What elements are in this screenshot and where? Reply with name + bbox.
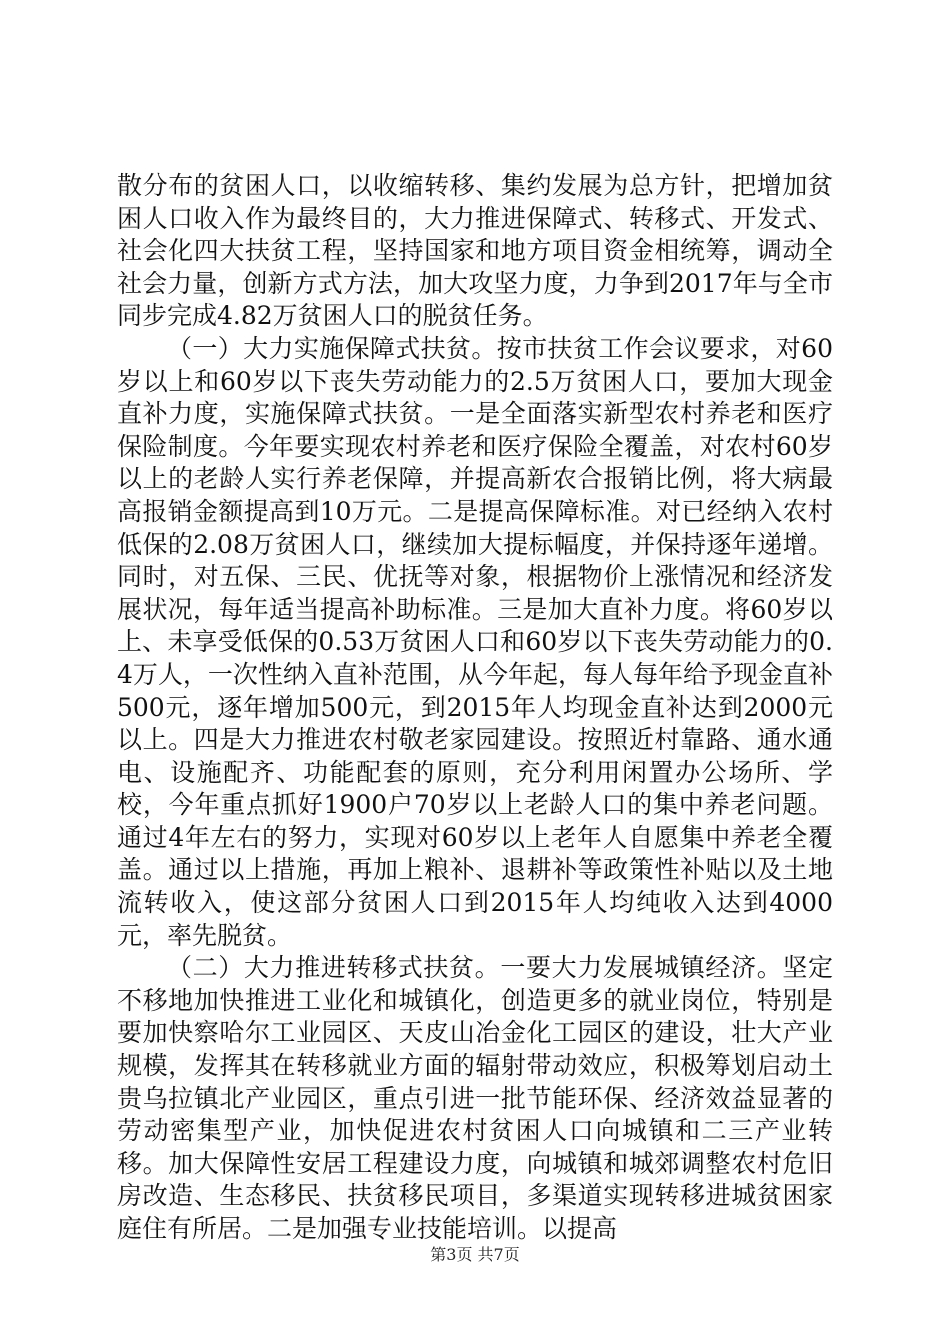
paragraph-1: 散分布的贫困人口，以收缩转移、集约发展为总方针，把增加贫困人口收入作为最终目的，大力推进保障式、转移式、开发式、社会化四大扶贫工程，坚持国家和地方项目资金相统筹，调动全社会力量，创新方式方法，加大攻坚力度，力争到2017年与全市同步完成4.82万贫困人口的脱贫任务。: [117, 171, 833, 331]
paragraph-2: （一）大力实施保障式扶贫。按市扶贫工作会议要求，对60岁以上和60岁以下丧失劳动能力的2.5万贫困人口，要加大现金直补力度，实施保障式扶贫。一是全面落实新型农村养老和医疗保险制度。今年要实现农村养老和医疗保险全覆盖，对农村60岁以上的老龄人实行养老保障，并提高新农合报销比例，将大病最高报销金额提高到10万元。二是提高保障标准。对已经纳入农村低保的2.08万贫困人口，继续加大提标幅度，并保持逐年递增。同时，对五保、三民、优抚等对象，根据物价上涨情况和经济发展状况，每年适当提高补助标准。三是加大直补力度。将60岁以上、未享受低保的0.53万贫困人口和60岁以下丧失劳动能力的0.4万人，一次性纳入直补范围，从今年起，每人每年给予现金直补500元，逐年增加500元，到2015年人均现金直补达到2000元以上。四是大力推进农村敬老家园建设。按照近村靠路、通水通电、设施配齐、功能配套的原则，充分利用闲置办公场所、学校，今年重点抓好1900户70岁以上老龄人口的集中养老问题。通过4年左右的努力，实现对60岁以上老年人自愿集中养老全覆盖。通过以上措施，再加上粮补、退耕补等政策性补贴以及土地流转收入，使这部分贫困人口到2015年人均纯收入达到4000元，率先脱贫。: [117, 333, 833, 950]
document-body: [117, 170, 833, 1246]
page-number-footer: 第3页 共7页: [430, 1245, 520, 1264]
paragraph-3: （二）大力推进转移式扶贫。一要大力发展城镇经济。坚定不移地加快推进工业化和城镇化，创造更多的就业岗位，特别是要加快察哈尔工业园区、天皮山冶金化工园区的建设，壮大产业规模，发挥其在转移就业方面的辐射带动效应，积极筹划启动土贵乌拉镇北产业园区，重点引进一批节能环保、经济效益显著的劳动密集型产业，加快促进农村贫困人口向城镇和二三产业转移。加大保障性安居工程建设力度，向城镇和城郊调整农村危旧房改造、生态移民、扶贫移民项目，多渠道实现转移进城贫困家庭住有所居。二是加强专业技能培训。以提高: [117, 953, 833, 1243]
